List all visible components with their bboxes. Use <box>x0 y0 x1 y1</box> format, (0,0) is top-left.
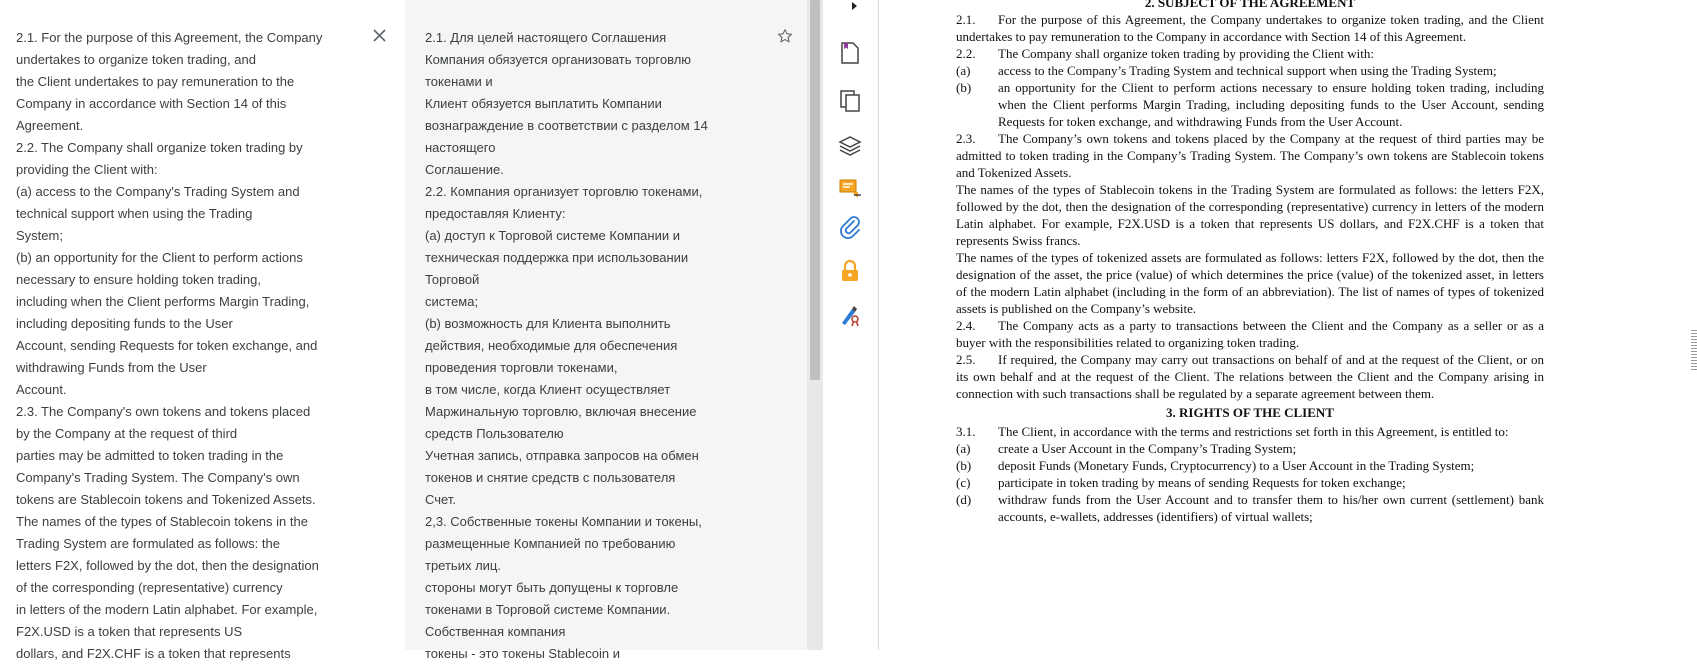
text-line: dollars, and F2X.CHF is a token that represents <box>16 646 291 661</box>
translation-text-lines <box>425 27 765 665</box>
text-line: средств Пользователю <box>425 426 564 441</box>
layers-icon <box>838 134 862 156</box>
text-line: Account. <box>16 382 67 397</box>
bookmark-page-icon <box>839 41 861 65</box>
text-line: проведения торговли токенами, <box>425 360 618 375</box>
comment-icon <box>838 178 862 200</box>
close-icon <box>373 29 386 42</box>
lock-icon <box>839 259 861 283</box>
text-line: System; <box>16 228 63 243</box>
text-line: в том числе, когда Клиент осуществляет <box>425 382 671 397</box>
text-line: 2.2. Компания организует торговлю токенами, <box>425 184 703 199</box>
pane-splitter[interactable] <box>1691 330 1697 370</box>
text-line: Trading System are formulated as follows: the <box>16 536 280 551</box>
text-line: 2.1. For the purpose of this Agreement, the Company <box>16 30 323 45</box>
text-line: Торговой <box>425 272 480 287</box>
list-item: (a) access to the Company’s Trading System and technical support when using the Trading System; <box>956 63 1497 78</box>
text-line: токенами и <box>425 74 493 89</box>
document-page <box>956 0 1544 525</box>
clause-3-1: 3.1. The Client, in accordance with the terms and restrictions set forth in this Agreement, is entitled to: <box>956 424 1509 439</box>
side-toolbar <box>823 0 879 650</box>
text-line: necessary to ensure holding token trading, <box>16 272 261 287</box>
text-line: токенами в Торговой системе Компании. <box>425 602 671 617</box>
star-icon <box>777 28 793 44</box>
text-line: the Client undertakes to pay remuneration to the <box>16 74 295 89</box>
text-line: (b) возможность для Клиента выполнить <box>425 316 671 331</box>
close-source-button[interactable] <box>369 25 389 45</box>
text-line: Счет. <box>425 492 456 507</box>
text-line: 2,3. Собственные токены Компании и токены, <box>425 514 702 529</box>
copy-pages-icon <box>839 89 861 113</box>
clause-2-1: 2.1. For the purpose of this Agreement, the Company undertakes to organize token trading, and the Client undertakes to pay remuneration to the Company in accordance with Section 14 of this Agreement. <box>956 12 1544 44</box>
text-line: действия, необходимые для обеспечения <box>425 338 678 353</box>
translation-pane <box>405 0 807 661</box>
security-button[interactable] <box>837 258 863 284</box>
source-text-lines <box>16 27 371 665</box>
list-item: (d) withdraw funds from the User Account and to transfer them to his/her own current (settlement) bank accounts, e-wallets, addresses (identifiers) of virtual wallets; <box>956 492 1544 524</box>
text-line: of the corresponding (representative) currency <box>16 580 283 595</box>
text-line: вознаграждение в соответствии с разделом 14 <box>425 118 708 133</box>
section-heading: 3. RIGHTS OF THE CLIENT <box>1166 405 1334 420</box>
text-line: providing the Client with: <box>16 162 158 177</box>
document-view <box>880 0 1624 650</box>
text-line: (a) access to the Company's Trading System and <box>16 184 300 199</box>
text-line: by the Company at the request of third <box>16 426 238 441</box>
sign-button[interactable] <box>837 302 863 328</box>
attachment-button[interactable] <box>837 214 863 240</box>
text-line: Клиент обязуется выплатить Компании <box>425 96 662 111</box>
text-line: размещенные Компанией по требованию <box>425 536 676 551</box>
text-line: in letters of the modern Latin alphabet. For example, <box>16 602 318 617</box>
text-line: parties may be admitted to token trading in the <box>16 448 284 463</box>
clause-2-3-stablecoin-names: The names of the types of Stablecoin tokens in the Trading System are formulated as follows: the letters F2X, followed by the dot, then the designation of the corresponding (representative) currency in letters of the modern Latin alphabet. For example, F2X.USD is a token that represents US dollars, and F2X.CHF is a token that represents Swiss francs. <box>956 182 1544 248</box>
text-line: 2.3. The Company's own tokens and tokens placed <box>16 404 311 419</box>
text-line: Account, sending Requests for token exchange, and <box>16 338 318 353</box>
text-line: 2.1. Для целей настоящего Соглашения <box>425 30 667 45</box>
section-heading: 2. SUBJECT OF THE AGREEMENT <box>1144 0 1356 10</box>
text-line: (b) an opportunity for the Client to perform actions <box>16 250 303 265</box>
text-line: letters F2X, followed by the dot, then the designation <box>16 558 319 573</box>
signature-icon <box>838 303 862 327</box>
text-line: tokens are Stablecoin tokens and Tokenized Assets. <box>16 492 316 507</box>
text-line: система; <box>425 294 479 309</box>
text-line: Собственная компания <box>425 624 566 639</box>
text-line: Учетная запись, отправка запросов на обмен <box>425 448 699 463</box>
text-line: стороны могут быть допущены к торговле <box>425 580 679 595</box>
text-line: including depositing funds to the User <box>16 316 233 331</box>
scrollbar-thumb[interactable] <box>810 0 820 380</box>
collapse-arrow-icon[interactable] <box>847 0 863 12</box>
save-translation-button[interactable] <box>774 25 796 47</box>
clause-2-3-tokenized-names: The names of the types of tokenized assets are formulated as follows: letters F2X, followed by the dot, then the designation of the asset, the price (value) of which determines the price (value) of the tokenized asset, in letters of the modern Latin alphabet (including in the form of an abbreviation). The list of names of types of tokenized assets is published on the Company’s website. <box>956 250 1544 316</box>
text-line: F2X.USD is a token that represents US <box>16 624 243 639</box>
text-line: предоставляя Клиенту: <box>425 206 566 221</box>
text-line: токены - это токены Stablecoin и <box>425 646 620 661</box>
text-line: Соглашение. <box>425 162 504 177</box>
clause-2-4: 2.4. The Company acts as a party to transactions between the Client and the Company as a seller or as a buyer with the responsibilities related to organizing token trading. <box>956 318 1544 350</box>
list-item: (a) create a User Account in the Company’s Trading System; <box>956 441 1297 456</box>
text-line: техническая поддержка при использовании <box>425 250 689 265</box>
clause-2-5: 2.5. If required, the Company may carry out transactions on behalf of and at the request of the Client, or on its own behalf and at the request of the Client. The relations between the Client and the Company arising in connection with such transactions shall be regulated by a separate agreement between them. <box>956 352 1544 401</box>
comment-button[interactable] <box>837 176 863 202</box>
bookmark-page-button[interactable] <box>837 40 863 66</box>
text-line: 2.2. The Company shall organize token trading by <box>16 140 303 155</box>
source-text-pane <box>0 0 405 661</box>
text-line: Company's Trading System. The Company's own <box>16 470 300 485</box>
translation-scrollbar[interactable] <box>807 0 823 650</box>
copy-pages-button[interactable] <box>837 88 863 114</box>
list-item: (c) participate in token trading by means of sending Requests for token exchange; <box>956 475 1406 490</box>
text-line: Agreement. <box>16 118 84 133</box>
list-item: (b) an opportunity for the Client to perform actions necessary to ensure holding token trading, including when the Client performs Margin Trading, including depositing funds to the User Account, sending Requests for token exchange, and withdrawing Funds from the User Account. <box>956 80 1544 129</box>
text-line: токенов и снятие средств с пользователя <box>425 470 676 485</box>
text-line: третьих лиц. <box>425 558 501 573</box>
layers-button[interactable] <box>837 132 863 158</box>
text-line: Компания обязуется организовать торговлю <box>425 52 692 67</box>
text-line: The names of the types of Stablecoin tokens in the <box>16 514 308 529</box>
text-line: настоящего <box>425 140 496 155</box>
text-line: Маржинальную торговлю, включая внесение <box>425 404 697 419</box>
text-line: withdrawing Funds from the User <box>16 360 207 375</box>
text-line: undertakes to organize token trading, and <box>16 52 256 67</box>
clause-2-3: 2.3. The Company’s own tokens and tokens placed by the Company at the request of third parties may be admitted to token trading in the Company’s Trading System. The Company’s own tokens are Stablecoin tokens and Tokenized Assets. <box>956 131 1544 180</box>
list-item: (b) deposit Funds (Monetary Funds, Cryptocurrency) to a User Account in the Trading System; <box>956 458 1475 473</box>
text-line: Company in accordance with Section 14 of this <box>16 96 287 111</box>
text-line: including when the Client performs Margin Trading, <box>16 294 310 309</box>
attachment-icon <box>839 215 861 239</box>
text-line: technical support when using the Trading <box>16 206 253 221</box>
text-line: (а) доступ к Торговой системе Компании и <box>425 228 680 243</box>
clause-2-2: 2.2. The Company shall organize token trading by providing the Client with: <box>956 46 1374 61</box>
